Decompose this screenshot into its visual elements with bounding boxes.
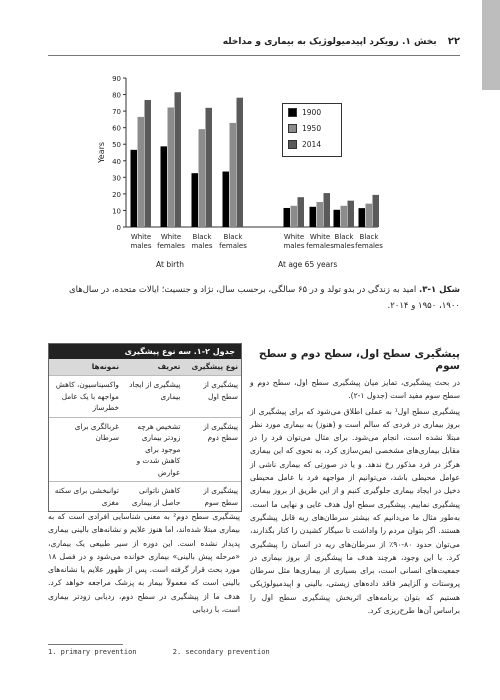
x-tick-label: White females [306,233,334,250]
legend-item [283,136,341,152]
table-cell: پیشگیری از سطح سوم [183,482,241,512]
table-cell: واکسیناسیون، کاهش مواجهه با یک عامل خطرساز [49,376,122,418]
table-cell: پیشگیری از سطح اول [183,376,241,418]
chapter-side-tab [482,0,500,90]
bar-1950 [341,206,348,227]
x-tick-label: White males [283,233,305,250]
y-tick-label: 70 [112,108,121,117]
legend-swatch [288,140,297,149]
bar-1950 [366,204,373,227]
header-rule [48,55,460,56]
y-tick-label: 20 [112,190,121,199]
x-tick-label: Black females [219,233,247,250]
left-column [48,510,240,618]
table-row [49,482,241,512]
table-header-definition: تعریف [122,359,183,376]
footnote-2: 2. secondary prevention [172,648,270,656]
y-tick-label: 30 [112,174,121,183]
chapter-title: بخش ۱. رویکرد اپیدمیولوژیک به بیماری و مداخله [222,37,437,47]
left-paragraph: پیشگیری سطح دوم² به معنی شناسایی افرادی است که به بیماری مبتلا شده‌اند، اما هنوز علایم و نشانه‌های بالینی بیماری پدیدار نشده است. این دوره از سیر طبیعی یک بیماری، «مرحله پیش بالینی» بیماری خوانده می‌شود و در فصل ۱۸ مورد بحث قرار گرفته است. پس از ظهور علایم یا نشانه‌های بالینی است که معمولاً بیمار به پزشک مراجعه خواهد کرد. هدف ما از پیشگیری در سطح دوم، ردیابی زودتر بیماری است، با ردیابی [48,512,240,615]
table-cell: کاهش ناتوانی حاصل از بیماری [122,482,183,512]
page-number: ۲۲ [447,36,460,47]
right-column [250,348,460,619]
bar-2014 [175,92,182,227]
bar-2014 [298,197,305,227]
legend-swatch [288,108,297,117]
bar-2014 [206,108,213,227]
table-header-examples: نمونه‌ها [49,359,122,376]
legend-item [283,120,341,136]
section-title: پیشگیری سطح اول، سطح دوم و سطح سوم [258,348,460,372]
life-expectancy-chart [96,72,386,272]
prevention-table [48,343,242,512]
x-tick-label: White females [157,233,185,250]
legend-label: 2014 [302,139,322,149]
bar-1950 [291,206,298,227]
x-tick-label: Black females [355,233,383,250]
table-cell: تشخیص هرچه زودتر بیماری موجود برای کاهش شدت و عوارض [122,417,183,482]
y-tick-label: 0 [116,224,121,232]
group-label: At age 65 years [278,260,338,269]
footnote-1: 1. primary prevention [48,648,137,656]
bar-1950 [168,107,175,227]
bar-1900 [310,207,317,227]
bar-1900 [223,172,230,227]
bar-1950 [230,123,237,227]
y-tick-label: 80 [112,91,121,100]
footnotes [48,648,302,656]
table-row [49,376,241,418]
figure-caption-text: امید به زندگی در بدو تولد و در ۶۵ سالگی، برحسب سال، نژاد و جنسیت؛ ایالات متحده، در سال‌های ۱۹۰۰، ۱۹۵۰ و ۲۰۱۴. [68,285,460,311]
legend-label: 1900 [302,107,322,117]
table-cell: پیشگیری از ایجاد بیماری [122,376,183,418]
group-label: At birth [156,260,184,269]
legend-swatch [288,124,297,133]
bar-1900 [284,208,291,227]
x-tick-label: Black males [191,233,213,250]
bar-2014 [237,98,244,227]
figure-caption [50,282,460,314]
y-tick-label: 60 [112,124,121,133]
y-tick-label: 90 [112,75,121,83]
legend-label: 1950 [302,123,322,133]
bar-1900 [192,173,199,227]
bar-1900 [334,210,341,227]
bar-1950 [317,202,324,227]
table-cell: پیشگیری از سطح دوم [183,417,241,482]
table-caption: جدول ۲-۱. سه نوع پیشگیری [49,344,241,359]
y-tick-label: 40 [112,157,121,166]
bar-2014 [324,193,331,227]
table-cell: غربالگری برای سرطان [49,417,122,482]
section-paragraph-1: در بحث پیشگیری، تمایز میان پیشگیری سطح اول، سطح دوم و سطح سوم مفید است (جدول ۱-۲). [250,378,460,401]
bar-2014 [373,195,380,227]
bar-1900 [161,146,168,227]
y-tick-label: 50 [112,141,121,150]
bar-1950 [199,129,206,227]
bar-2014 [348,201,355,227]
running-header [64,36,460,52]
section-paragraph-2: پیشگیری سطح اول¹ به عملی اطلاق می‌شود که برای پیشگیری از بروز بیماری در فردی که سالم است و (هنوز) به بیماری مورد نظر مبتلا نشده است، انجام می‌شود. برای مثال می‌توان فرد را در مقابل بیماری‌های مشخصی ایمن‌سازی کرد، به نحوی که این بیماری هرگز در فرد مذکور رخ ندهد. و یا در صورتی که بیماری ناشی از عوامل محیطی باشد، می‌توانیم از مواجهه فرد با عامل محیطی دخیل در ایجاد بیماری جلوگیری کنیم و از این طریق از بروز بیماری پیشگیری نماییم. پیشگیری سطح اول هدف غایی و نهایی ما است. به‌طور مثال ما می‌دانیم که بیشتر سرطان‌های ریه قابل پیشگیری هستند. اگر بتوان مردم را واداشت تا سیگار کشیدن را کنار بگذارند، می‌توان حدود ۸۰-۹۰٪ از سرطان‌های ریه در انسان را پیشگیری کرد. با این وجود، هرچند هدف ما پیشگیری از بروز بیماری در جمعیت‌های انسانی است، برای بسیاری از بیماری‌ها مثل سرطان پروستات و آلزایمر فاقد داده‌های زیستی، بالینی و اپیدمیولوژیکی هستیم که بتوان برنامه‌های اثربخش پیشگیری سطح اول را براساس آن‌ها طرح‌ریزی کرد. [250,406,460,616]
y-axis-label: Years [97,141,106,164]
chart-legend [282,103,342,157]
bar-2014 [145,100,152,227]
bar-1900 [359,208,366,227]
table-row [49,417,241,482]
x-tick-label: Black males [333,233,355,250]
table-cell: توانبخشی برای سکته مغزی [49,482,122,512]
figure-label: شکل ۱-۳. [418,285,460,295]
table-header-type: نوع پیشگیری [183,359,241,376]
x-tick-label: White males [130,233,152,250]
bar-1900 [131,150,138,227]
y-tick-label: 10 [112,207,121,216]
footnote-rule [48,644,123,645]
bar-1950 [138,117,145,227]
legend-item [283,104,341,120]
